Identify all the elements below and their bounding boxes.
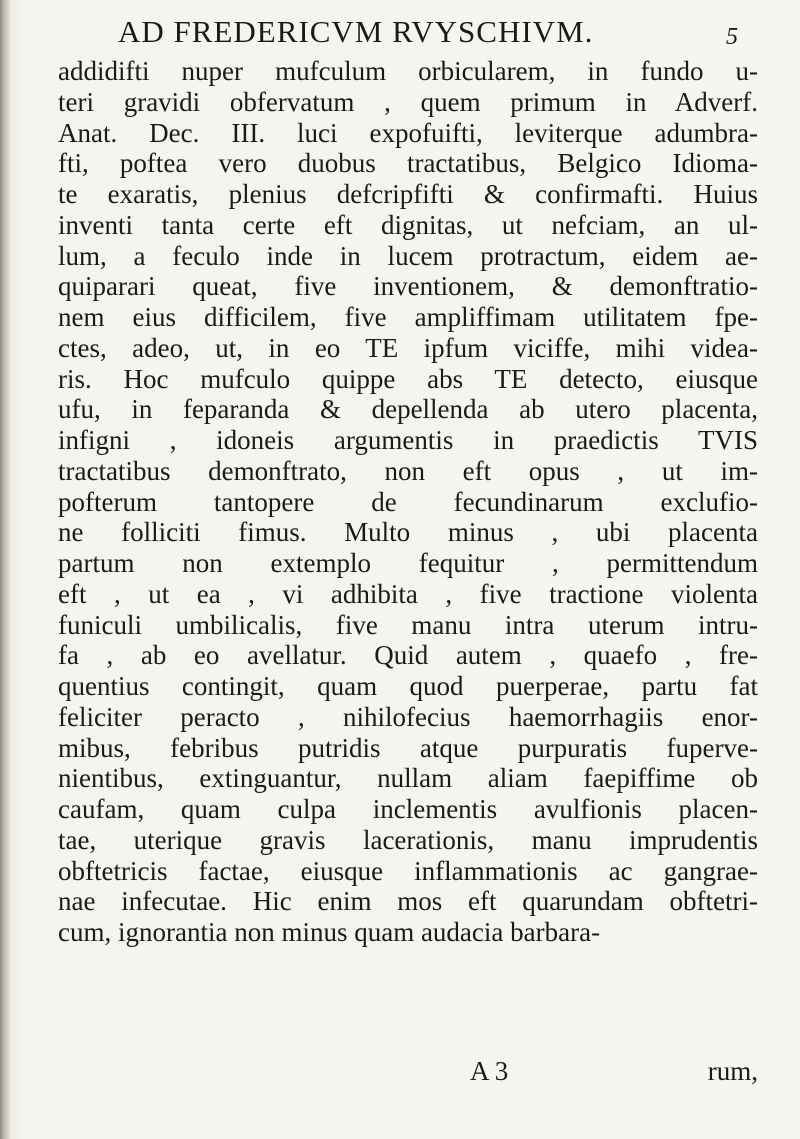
- text-line: tractatibus demonftrato, non eft opus , ut im-: [58, 455, 758, 486]
- text-line: Anat. Dec. III. luci expofuifti, leviterque adumbra-: [58, 117, 758, 148]
- catchword: rum,: [707, 1056, 758, 1086]
- text-line: ufu, in feparanda & depellenda ab utero placenta,: [58, 394, 758, 425]
- page-gutter: [0, 0, 10, 1139]
- text-line: teri gravidi obfervatum , quem primum in Adverf.: [58, 86, 758, 117]
- text-line: mibus, febribus putridis atque purpuratis fuperve-: [58, 732, 758, 763]
- page-header: [118, 14, 738, 60]
- text-line: nem eius difficilem, five ampliffimam utilitatem fpe-: [58, 302, 758, 332]
- text-line: addidifti nuper mufculum orbicularem, in fundo u-: [58, 56, 758, 86]
- page-number: 5: [726, 24, 738, 50]
- text-line: tae, uterique gravis lacerationis, manu imprudentis: [58, 824, 758, 855]
- text-line: ris. Hoc mufculo quippe abs TE detecto, eiusque: [58, 363, 758, 394]
- text-line: ctes, adeo, ut, in eo TE ipfum viciffe, mihi videa-: [58, 332, 758, 363]
- text-line: quentius contingit, quam quod puerperae, partu fat: [58, 671, 758, 701]
- signature-mark: A 3: [470, 1056, 509, 1086]
- text-line: caufam, quam culpa inclementis avulfionis placen-: [58, 794, 758, 824]
- text-line: fa , ab eo avellatur. Quid autem , quaefo , fre-: [58, 640, 758, 671]
- text-line: fti, poftea vero duobus tractatibus, Belgico Idioma-: [58, 148, 758, 179]
- text-line: ne folliciti fimus. Multo minus , ubi placenta: [58, 517, 758, 548]
- text-line: obftetricis factae, eiusque inflammationis ac gangrae-: [58, 855, 758, 886]
- text-line: lum, a feculo inde in lucem protractum, eidem ae-: [58, 240, 758, 271]
- text-line: nae infecutae. Hic enim mos eft quarundam obftetri-: [58, 886, 758, 917]
- text-line: quiparari queat, five inventionem, & demonftratio-: [58, 271, 758, 302]
- text-line: infigni , idoneis argumentis in praedictis TVIS: [58, 425, 758, 455]
- text-line: nientibus, extinguantur, nullam aliam faepiffime ob: [58, 763, 758, 794]
- text-line: cum, ignorantia non minus quam audacia barbara-: [58, 917, 601, 947]
- text-line: eft , ut ea , vi adhibita , five tractione violenta: [58, 578, 758, 609]
- text-line: partum non extemplo fequitur , permittendum: [58, 548, 758, 578]
- page-footer: [58, 1056, 758, 1090]
- text-line: inventi tanta certe eft dignitas, ut nefciam, an ul-: [58, 209, 758, 240]
- running-head: AD FREDERICVM RVYSCHIVM.: [118, 14, 594, 49]
- text-line: funiculi umbilicalis, five manu intra uterum intru-: [58, 609, 758, 640]
- text-line: feliciter peracto , nihilofecius haemorrhagiis enor-: [58, 701, 758, 732]
- text-line: te exaratis, plenius defcripfifti & confirmafti. Huius: [58, 179, 758, 209]
- body-text: [58, 56, 758, 948]
- text-line: pofterum tantopere de fecundinarum exclufio-: [58, 486, 758, 517]
